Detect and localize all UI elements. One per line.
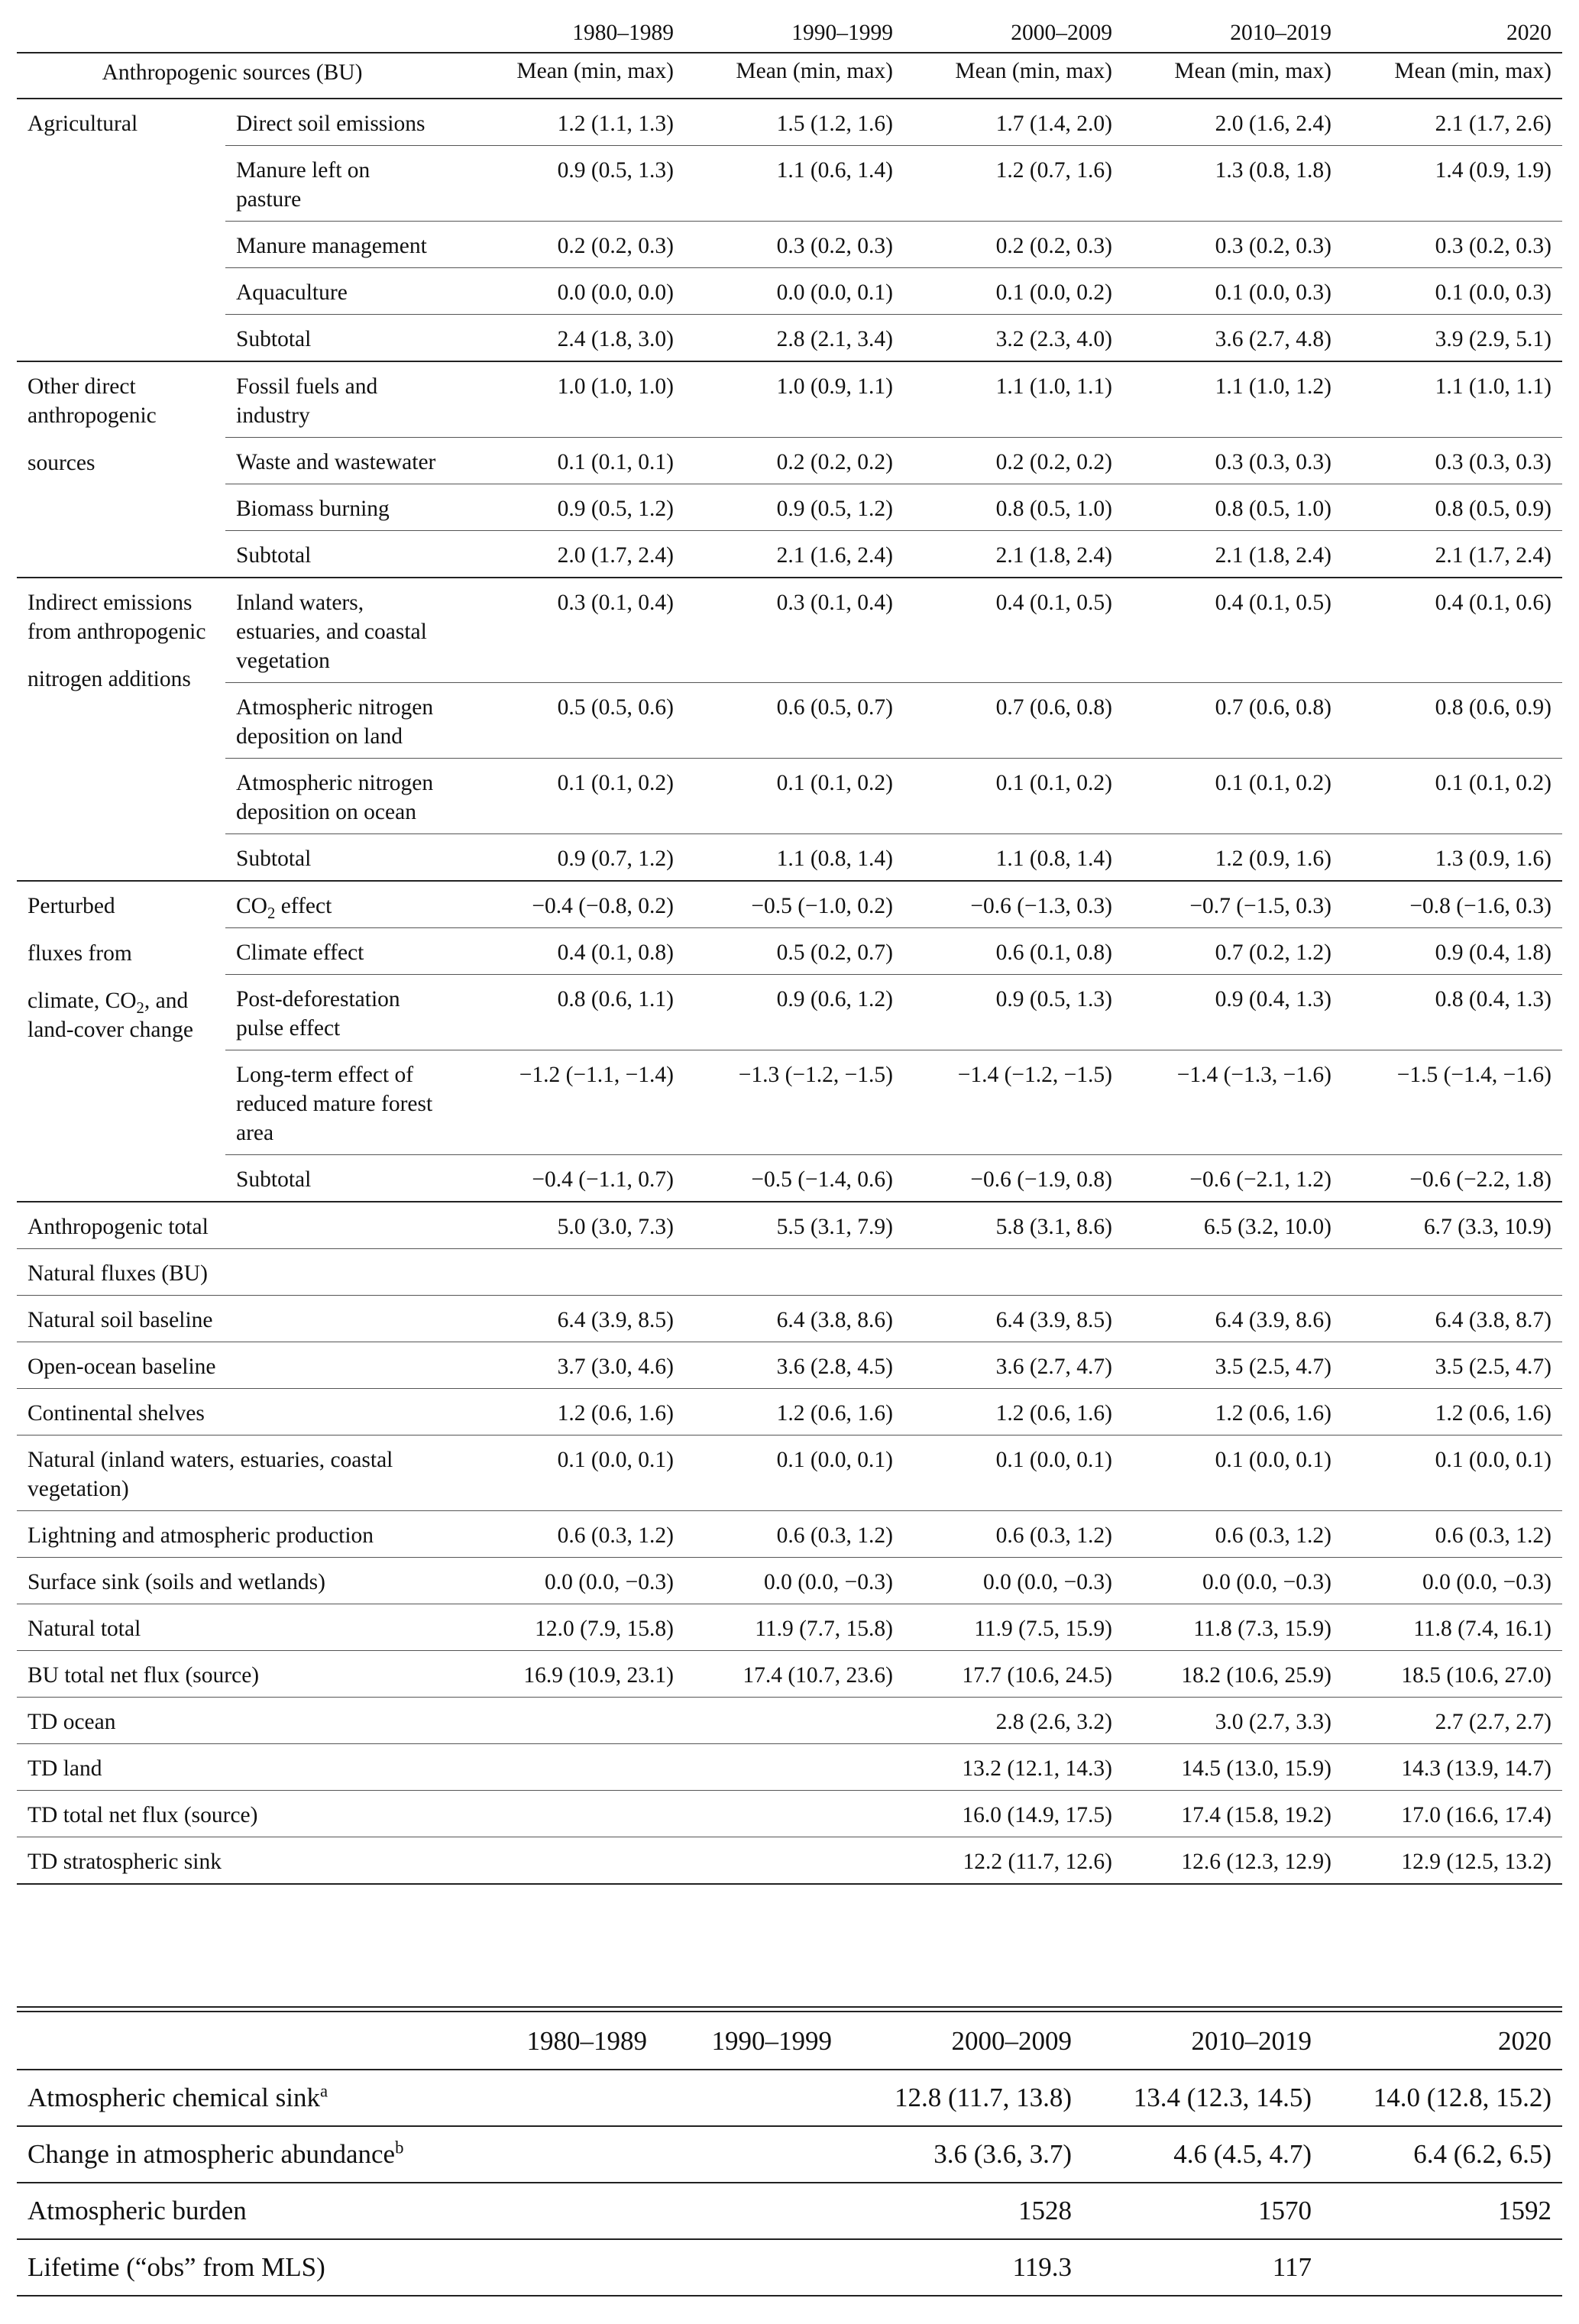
mean-min-max-header: Mean (min, max) bbox=[684, 53, 904, 99]
value-cell: 0.1 (0.1, 0.2) bbox=[1342, 759, 1562, 834]
row-label: Subtotal bbox=[225, 834, 448, 882]
table-row bbox=[17, 268, 1562, 315]
value-cell: 0.9 (0.5, 1.2) bbox=[448, 484, 684, 531]
value-cell: 0.5 (0.5, 0.6) bbox=[448, 683, 684, 759]
footnote-marker: a bbox=[319, 2081, 328, 2101]
value-cell: 1.7 (1.4, 2.0) bbox=[904, 99, 1123, 146]
group-label-line: Perturbed bbox=[28, 894, 115, 918]
value-cell: 1.2 (0.6, 1.6) bbox=[448, 1389, 684, 1436]
value-cell: 0.0 (0.0, −0.3) bbox=[904, 1558, 1123, 1604]
value-cell: 0.6 (0.3, 1.2) bbox=[904, 1511, 1123, 1558]
value-cell: 0.1 (0.0, 0.1) bbox=[1342, 1436, 1562, 1511]
header-blank bbox=[17, 11, 225, 53]
value-cell: 0.4 (0.1, 0.5) bbox=[1123, 578, 1342, 683]
value-cell bbox=[473, 2126, 658, 2183]
atmospheric-sink-table bbox=[17, 2014, 1562, 2296]
row-label: Open-ocean baseline bbox=[17, 1342, 448, 1389]
value-cell: −1.4 (−1.2, −1.5) bbox=[904, 1050, 1123, 1155]
value-cell: 1592 bbox=[1322, 2183, 1562, 2239]
table-row bbox=[17, 1436, 1562, 1511]
value-cell: 1.2 (0.6, 1.6) bbox=[684, 1389, 904, 1436]
value-cell: 11.8 (7.3, 15.9) bbox=[1123, 1604, 1342, 1651]
row-label: Atmospheric burden bbox=[17, 2183, 473, 2239]
table-row bbox=[17, 928, 1562, 975]
period-header: 2000–2009 bbox=[951, 2026, 1072, 2056]
value-cell: 18.5 (10.6, 27.0) bbox=[1342, 1651, 1562, 1698]
group-label-other-direct bbox=[17, 361, 225, 578]
value-cell: 0.3 (0.3, 0.3) bbox=[1342, 438, 1562, 484]
group-label-indirect bbox=[17, 578, 225, 881]
value-cell: 0.1 (0.1, 0.1) bbox=[448, 438, 684, 484]
value-cell: 2.4 (1.8, 3.0) bbox=[448, 315, 684, 362]
value-cell: 0.8 (0.6, 1.1) bbox=[448, 975, 684, 1050]
value-cell: −0.8 (−1.6, 0.3) bbox=[1342, 881, 1562, 928]
value-cell: 3.6 (2.8, 4.5) bbox=[684, 1342, 904, 1389]
value-cell: 4.6 (4.5, 4.7) bbox=[1082, 2126, 1322, 2183]
value-cell: 0.6 (0.5, 0.7) bbox=[684, 683, 904, 759]
value-cell: 13.2 (12.1, 14.3) bbox=[904, 1744, 1123, 1791]
value-cell bbox=[658, 2070, 843, 2126]
group-label-line: Other direct anthropogenic bbox=[28, 374, 157, 428]
table-row bbox=[17, 1342, 1562, 1389]
value-cell: 6.5 (3.2, 10.0) bbox=[1123, 1202, 1342, 1249]
subheader-row bbox=[17, 53, 1562, 99]
period-header: 2010–2019 bbox=[1191, 2026, 1312, 2056]
row-label: BU total net flux (source) bbox=[17, 1651, 448, 1698]
value-cell: 0.1 (0.0, 0.1) bbox=[448, 1436, 684, 1511]
value-cell: 0.4 (0.1, 0.8) bbox=[448, 928, 684, 975]
value-cell: 0.3 (0.2, 0.3) bbox=[684, 222, 904, 268]
value-cell: 2.1 (1.8, 2.4) bbox=[904, 531, 1123, 578]
table-row bbox=[17, 1389, 1562, 1436]
value-cell: 5.5 (3.1, 7.9) bbox=[684, 1202, 904, 1249]
value-cell: 1.4 (0.9, 1.9) bbox=[1342, 146, 1562, 222]
value-cell: 1.0 (1.0, 1.0) bbox=[448, 361, 684, 438]
row-label: TD land bbox=[17, 1744, 448, 1791]
value-cell: 11.8 (7.4, 16.1) bbox=[1342, 1604, 1562, 1651]
value-cell: 1.1 (1.0, 1.1) bbox=[1342, 361, 1562, 438]
table-row bbox=[17, 1744, 1562, 1791]
row-label: Atmospheric chemical sink$^a$ bbox=[17, 2070, 473, 2126]
value-cell: 1.3 (0.9, 1.6) bbox=[1342, 834, 1562, 882]
value-cell: 1.1 (1.0, 1.2) bbox=[1123, 361, 1342, 438]
value-cell: 0.3 (0.1, 0.4) bbox=[684, 578, 904, 683]
value-cell: 0.2 (0.2, 0.2) bbox=[684, 438, 904, 484]
value-cell: 18.2 (10.6, 25.9) bbox=[1123, 1651, 1342, 1698]
value-cell: 0.1 (0.1, 0.2) bbox=[684, 759, 904, 834]
mean-min-max-header: Mean (min, max) bbox=[1123, 53, 1342, 99]
period-header: 2020 bbox=[1498, 2026, 1551, 2056]
value-cell bbox=[448, 1791, 684, 1837]
value-cell: 6.7 (3.3, 10.9) bbox=[1342, 1202, 1562, 1249]
value-cell: 2.1 (1.7, 2.4) bbox=[1342, 531, 1562, 578]
value-cell bbox=[473, 2239, 658, 2296]
header-blank bbox=[17, 2014, 473, 2070]
value-cell: 14.0 (12.8, 15.2) bbox=[1322, 2070, 1562, 2126]
value-cell: 6.4 (3.8, 8.6) bbox=[684, 1296, 904, 1342]
value-cell: 0.0 (0.0, 0.0) bbox=[448, 268, 684, 315]
value-cell: 17.4 (15.8, 19.2) bbox=[1123, 1791, 1342, 1837]
value-cell: 1.2 (1.1, 1.3) bbox=[448, 99, 684, 146]
group-label-line: fluxes from bbox=[28, 941, 132, 966]
row-label: Natural total bbox=[17, 1604, 448, 1651]
value-cell: 1.1 (0.8, 1.4) bbox=[904, 834, 1123, 882]
table-row bbox=[17, 834, 1562, 882]
value-cell: 0.3 (0.2, 0.3) bbox=[1342, 222, 1562, 268]
table-row bbox=[17, 1604, 1562, 1651]
value-cell bbox=[658, 2239, 843, 2296]
value-cell: 1.2 (0.9, 1.6) bbox=[1123, 834, 1342, 882]
value-cell: 11.9 (7.5, 15.9) bbox=[904, 1604, 1123, 1651]
row-label: Lifetime (“obs” from MLS) bbox=[17, 2239, 473, 2296]
table-row bbox=[17, 222, 1562, 268]
value-cell: −0.5 (−1.4, 0.6) bbox=[684, 1155, 904, 1202]
value-cell: 0.9 (0.5, 1.2) bbox=[684, 484, 904, 531]
value-cell: 0.6 (0.1, 0.8) bbox=[904, 928, 1123, 975]
value-cell: 14.3 (13.9, 14.7) bbox=[1342, 1744, 1562, 1791]
value-cell: 5.0 (3.0, 7.3) bbox=[448, 1202, 684, 1249]
row-label: Subtotal bbox=[225, 531, 448, 578]
value-cell: 0.9 (0.5, 1.3) bbox=[904, 975, 1123, 1050]
value-cell: 2.0 (1.6, 2.4) bbox=[1123, 99, 1342, 146]
value-cell: 17.7 (10.6, 24.5) bbox=[904, 1651, 1123, 1698]
value-cell: −1.4 (−1.3, −1.6) bbox=[1123, 1050, 1342, 1155]
value-cell: 0.1 (0.1, 0.2) bbox=[448, 759, 684, 834]
mean-min-max-header: Mean (min, max) bbox=[448, 53, 684, 99]
period-header: 2000–2009 bbox=[1011, 21, 1112, 45]
row-label: Change in atmospheric abundance$^b$ bbox=[17, 2126, 473, 2183]
value-cell bbox=[658, 2126, 843, 2183]
value-cell: 0.0 (0.0, −0.3) bbox=[448, 1558, 684, 1604]
table-row bbox=[17, 438, 1562, 484]
value-cell bbox=[1322, 2239, 1562, 2296]
value-cell: 0.1 (0.0, 0.2) bbox=[904, 268, 1123, 315]
value-cell bbox=[448, 1698, 684, 1744]
value-cell bbox=[684, 1698, 904, 1744]
value-cell: −0.6 (−2.1, 1.2) bbox=[1123, 1155, 1342, 1202]
value-cell: 16.0 (14.9, 17.5) bbox=[904, 1791, 1123, 1837]
period-header-row bbox=[17, 11, 1562, 53]
mean-min-max-header: Mean (min, max) bbox=[904, 53, 1123, 99]
value-cell: 1.2 (0.6, 1.6) bbox=[904, 1389, 1123, 1436]
row-label: Fossil fuels and industry bbox=[225, 361, 448, 438]
row-label: Manure management bbox=[225, 222, 448, 268]
table-row bbox=[17, 361, 1562, 438]
value-cell: 0.8 (0.6, 0.9) bbox=[1342, 683, 1562, 759]
value-cell: 3.5 (2.5, 4.7) bbox=[1123, 1342, 1342, 1389]
table-row bbox=[17, 1837, 1562, 1885]
value-cell: 2.0 (1.7, 2.4) bbox=[448, 531, 684, 578]
group-label-line: climate, $CO_2$, and bbox=[28, 989, 189, 1017]
atmospheric-rows bbox=[17, 2070, 1562, 2296]
value-cell: 0.9 (0.5, 1.3) bbox=[448, 146, 684, 222]
value-cell: 6.4 (6.2, 6.5) bbox=[1322, 2126, 1562, 2183]
table-row bbox=[17, 1511, 1562, 1558]
anthropogenic-sources-header: Anthropogenic sources (BU) bbox=[17, 53, 448, 99]
value-cell: 14.5 (13.0, 15.9) bbox=[1123, 1744, 1342, 1791]
group-label-line: nitrogen additions bbox=[28, 667, 191, 691]
row-label: Atmospheric nitrogen deposition on land bbox=[225, 683, 448, 759]
value-cell: 3.6 (2.7, 4.7) bbox=[904, 1342, 1123, 1389]
natural-fluxes-body bbox=[17, 1296, 1562, 1885]
table-row bbox=[17, 1791, 1562, 1837]
value-cell: 1570 bbox=[1082, 2183, 1322, 2239]
row-label: Direct soil emissions bbox=[225, 99, 448, 146]
value-cell: 0.6 (0.3, 1.2) bbox=[1123, 1511, 1342, 1558]
row-label: TD ocean bbox=[17, 1698, 448, 1744]
value-cell: 1.1 (0.8, 1.4) bbox=[684, 834, 904, 882]
table-row bbox=[17, 975, 1562, 1050]
value-cell: 11.9 (7.7, 15.8) bbox=[684, 1604, 904, 1651]
row-label: Natural (inland waters, estuaries, coastal vegetation) bbox=[17, 1436, 448, 1511]
group-label-line: land-cover change bbox=[28, 1018, 194, 1042]
value-cell: 13.4 (12.3, 14.5) bbox=[1082, 2070, 1322, 2126]
value-cell: 0.0 (0.0, −0.3) bbox=[1123, 1558, 1342, 1604]
value-cell: 0.1 (0.0, 0.1) bbox=[904, 1436, 1123, 1511]
table-row bbox=[17, 1698, 1562, 1744]
value-cell: 3.0 (2.7, 3.3) bbox=[1123, 1698, 1342, 1744]
value-cell: 0.2 (0.2, 0.3) bbox=[904, 222, 1123, 268]
row-label: Atmospheric nitrogen deposition on ocean bbox=[225, 759, 448, 834]
value-cell: 3.5 (2.5, 4.7) bbox=[1342, 1342, 1562, 1389]
table-row bbox=[17, 2070, 1562, 2126]
value-cell: 0.3 (0.3, 0.3) bbox=[1123, 438, 1342, 484]
row-label: Long-term effect of reduced mature forest area bbox=[225, 1050, 448, 1155]
row-label: Anthropogenic total bbox=[17, 1202, 448, 1249]
row-label: Waste and wastewater bbox=[225, 438, 448, 484]
value-cell: 0.3 (0.2, 0.3) bbox=[1123, 222, 1342, 268]
value-cell bbox=[473, 2183, 658, 2239]
period-header: 1980–1989 bbox=[526, 2026, 647, 2056]
value-cell: 3.6 (2.7, 4.8) bbox=[1123, 315, 1342, 362]
table-row bbox=[17, 1249, 1562, 1296]
value-cell: 5.8 (3.1, 8.6) bbox=[904, 1202, 1123, 1249]
value-cell: 0.0 (0.0, −0.3) bbox=[1342, 1558, 1562, 1604]
value-cell: −1.3 (−1.2, −1.5) bbox=[684, 1050, 904, 1155]
table-row bbox=[17, 683, 1562, 759]
period-header: 1990–1999 bbox=[791, 21, 893, 45]
value-cell: 0.9 (0.4, 1.3) bbox=[1123, 975, 1342, 1050]
value-cell: 12.9 (12.5, 13.2) bbox=[1342, 1837, 1562, 1885]
value-cell: 6.4 (3.9, 8.5) bbox=[904, 1296, 1123, 1342]
value-cell: 0.4 (0.1, 0.5) bbox=[904, 578, 1123, 683]
table-row bbox=[17, 315, 1562, 362]
table-row bbox=[17, 759, 1562, 834]
value-cell bbox=[684, 1837, 904, 1885]
value-cell: 2.1 (1.6, 2.4) bbox=[684, 531, 904, 578]
table-row bbox=[17, 1651, 1562, 1698]
group-label-line: sources bbox=[28, 451, 95, 475]
value-cell: 3.9 (2.9, 5.1) bbox=[1342, 315, 1562, 362]
period-header: 1980–1989 bbox=[572, 21, 674, 45]
period-header: 2020 bbox=[1506, 21, 1551, 45]
value-cell: −0.6 (−1.9, 0.8) bbox=[904, 1155, 1123, 1202]
double-rule bbox=[17, 2011, 1562, 2012]
value-cell: 0.6 (0.3, 1.2) bbox=[448, 1511, 684, 1558]
table-row bbox=[17, 99, 1562, 146]
value-cell: 0.8 (0.4, 1.3) bbox=[1342, 975, 1562, 1050]
row-label: Aquaculture bbox=[225, 268, 448, 315]
table-row bbox=[17, 146, 1562, 222]
table-row bbox=[17, 2126, 1562, 2183]
value-cell: 0.7 (0.2, 1.2) bbox=[1123, 928, 1342, 975]
value-cell: 0.6 (0.3, 1.2) bbox=[684, 1511, 904, 1558]
value-cell: 119.3 bbox=[843, 2239, 1082, 2296]
value-cell: 0.3 (0.1, 0.4) bbox=[448, 578, 684, 683]
value-cell: 6.4 (3.8, 8.7) bbox=[1342, 1296, 1562, 1342]
footnote-marker: b bbox=[395, 2138, 404, 2157]
value-cell: 12.2 (11.7, 12.6) bbox=[904, 1837, 1123, 1885]
table-row bbox=[17, 531, 1562, 578]
row-label: Post-deforestation pulse effect bbox=[225, 975, 448, 1050]
group-label-perturbed bbox=[17, 881, 225, 1202]
value-cell: 1.2 (0.6, 1.6) bbox=[1342, 1389, 1562, 1436]
value-cell: 0.4 (0.1, 0.6) bbox=[1342, 578, 1562, 683]
value-cell: 0.1 (0.0, 0.1) bbox=[1123, 1436, 1342, 1511]
anthropogenic-natural-flux-table bbox=[17, 11, 1562, 1885]
value-cell: −0.6 (−1.3, 0.3) bbox=[904, 881, 1123, 928]
table-row bbox=[17, 1202, 1562, 1249]
value-cell: 0.0 (0.0, 0.1) bbox=[684, 268, 904, 315]
value-cell: 1.5 (1.2, 1.6) bbox=[684, 99, 904, 146]
value-cell: 1.1 (0.6, 1.4) bbox=[684, 146, 904, 222]
value-cell: 0.1 (0.0, 0.3) bbox=[1342, 268, 1562, 315]
group-label-line: Indirect emissions from anthropogenic bbox=[28, 591, 206, 644]
row-label: Surface sink (soils and wetlands) bbox=[17, 1558, 448, 1604]
value-cell: 1528 bbox=[843, 2183, 1082, 2239]
value-cell: 3.6 (3.6, 3.7) bbox=[843, 2126, 1082, 2183]
value-cell: 12.8 (11.7, 13.8) bbox=[843, 2070, 1082, 2126]
value-cell: 2.7 (2.7, 2.7) bbox=[1342, 1698, 1562, 1744]
period-header: 2010–2019 bbox=[1230, 21, 1331, 45]
value-cell bbox=[684, 1744, 904, 1791]
value-cell: −0.6 (−2.2, 1.8) bbox=[1342, 1155, 1562, 1202]
value-cell: 2.1 (1.8, 2.4) bbox=[1123, 531, 1342, 578]
value-cell: 1.2 (0.7, 1.6) bbox=[904, 146, 1123, 222]
value-cell: 0.2 (0.2, 0.3) bbox=[448, 222, 684, 268]
table-row bbox=[17, 484, 1562, 531]
table-row bbox=[17, 1558, 1562, 1604]
row-label: Natural soil baseline bbox=[17, 1296, 448, 1342]
value-cell bbox=[658, 2183, 843, 2239]
value-cell: −0.4 (−0.8, 0.2) bbox=[448, 881, 684, 928]
value-cell: 0.2 (0.2, 0.2) bbox=[904, 438, 1123, 484]
value-cell: 0.1 (0.1, 0.2) bbox=[904, 759, 1123, 834]
value-cell: 6.4 (3.9, 8.6) bbox=[1123, 1296, 1342, 1342]
value-cell: 0.9 (0.6, 1.2) bbox=[684, 975, 904, 1050]
row-label: Biomass burning bbox=[225, 484, 448, 531]
value-cell: −0.4 (−1.1, 0.7) bbox=[448, 1155, 684, 1202]
value-cell: 0.1 (0.0, 0.1) bbox=[684, 1436, 904, 1511]
value-cell: 0.7 (0.6, 0.8) bbox=[1123, 683, 1342, 759]
row-label: Manure left on pasture bbox=[225, 146, 448, 222]
value-cell: 3.2 (2.3, 4.0) bbox=[904, 315, 1123, 362]
value-cell: 117 bbox=[1082, 2239, 1322, 2296]
group-label-agricultural: Agricultural bbox=[17, 99, 225, 361]
table-row bbox=[17, 1155, 1562, 1202]
value-cell: 12.0 (7.9, 15.8) bbox=[448, 1604, 684, 1651]
table-row bbox=[17, 1050, 1562, 1155]
value-cell: −0.7 (−1.5, 0.3) bbox=[1123, 881, 1342, 928]
value-cell: 1.3 (0.8, 1.8) bbox=[1123, 146, 1342, 222]
value-cell: 3.7 (3.0, 4.6) bbox=[448, 1342, 684, 1389]
table-row bbox=[17, 881, 1562, 928]
section-heading-natural: Natural fluxes (BU) bbox=[17, 1249, 1562, 1296]
value-cell: −0.5 (−1.0, 0.2) bbox=[684, 881, 904, 928]
value-cell: 0.8 (0.5, 1.0) bbox=[904, 484, 1123, 531]
value-cell: −1.5 (−1.4, −1.6) bbox=[1342, 1050, 1562, 1155]
value-cell: 0.5 (0.2, 0.7) bbox=[684, 928, 904, 975]
row-label: Subtotal bbox=[225, 1155, 448, 1202]
row-label: Lightning and atmospheric production bbox=[17, 1511, 448, 1558]
table-row bbox=[17, 1296, 1562, 1342]
value-cell: 0.7 (0.6, 0.8) bbox=[904, 683, 1123, 759]
value-cell: 0.1 (0.0, 0.3) bbox=[1123, 268, 1342, 315]
row-label: Continental shelves bbox=[17, 1389, 448, 1436]
value-cell: 0.0 (0.0, −0.3) bbox=[684, 1558, 904, 1604]
value-cell: 0.8 (0.5, 0.9) bbox=[1342, 484, 1562, 531]
table-row bbox=[17, 2239, 1562, 2296]
table-row bbox=[17, 578, 1562, 683]
value-cell: 1.0 (0.9, 1.1) bbox=[684, 361, 904, 438]
double-rule bbox=[17, 2006, 1562, 2008]
row-label: Subtotal bbox=[225, 315, 448, 362]
value-cell: 0.6 (0.3, 1.2) bbox=[1342, 1511, 1562, 1558]
mean-min-max-header: Mean (min, max) bbox=[1342, 53, 1562, 99]
value-cell: 1.1 (1.0, 1.1) bbox=[904, 361, 1123, 438]
value-cell: 0.1 (0.1, 0.2) bbox=[1123, 759, 1342, 834]
value-cell bbox=[684, 1791, 904, 1837]
value-cell: 0.9 (0.7, 1.2) bbox=[448, 834, 684, 882]
row-label: Inland waters, estuaries, and coastal vegetation bbox=[225, 578, 448, 683]
period-header-row bbox=[17, 2014, 1562, 2070]
row-label: Climate effect bbox=[225, 928, 448, 975]
row-label: TD stratospheric sink bbox=[17, 1837, 448, 1885]
table-row bbox=[17, 2183, 1562, 2239]
value-cell: 2.8 (2.1, 3.4) bbox=[684, 315, 904, 362]
value-cell: 0.8 (0.5, 1.0) bbox=[1123, 484, 1342, 531]
value-cell: 2.8 (2.6, 3.2) bbox=[904, 1698, 1123, 1744]
row-label: TD total net flux (source) bbox=[17, 1791, 448, 1837]
value-cell: 6.4 (3.9, 8.5) bbox=[448, 1296, 684, 1342]
value-cell: −1.2 (−1.1, −1.4) bbox=[448, 1050, 684, 1155]
value-cell: 2.1 (1.7, 2.6) bbox=[1342, 99, 1562, 146]
value-cell: 17.0 (16.6, 17.4) bbox=[1342, 1791, 1562, 1837]
value-cell: 17.4 (10.7, 23.6) bbox=[684, 1651, 904, 1698]
value-cell bbox=[473, 2070, 658, 2126]
value-cell bbox=[448, 1744, 684, 1791]
header-blank bbox=[225, 11, 448, 53]
value-cell bbox=[448, 1837, 684, 1885]
period-header: 1990–1999 bbox=[711, 2026, 832, 2056]
value-cell: 0.9 (0.4, 1.8) bbox=[1342, 928, 1562, 975]
value-cell: 12.6 (12.3, 12.9) bbox=[1123, 1837, 1342, 1885]
value-cell: 16.9 (10.9, 23.1) bbox=[448, 1651, 684, 1698]
row-label-co2-effect: $CO_2$ effect bbox=[225, 881, 448, 928]
value-cell: 1.2 (0.6, 1.6) bbox=[1123, 1389, 1342, 1436]
